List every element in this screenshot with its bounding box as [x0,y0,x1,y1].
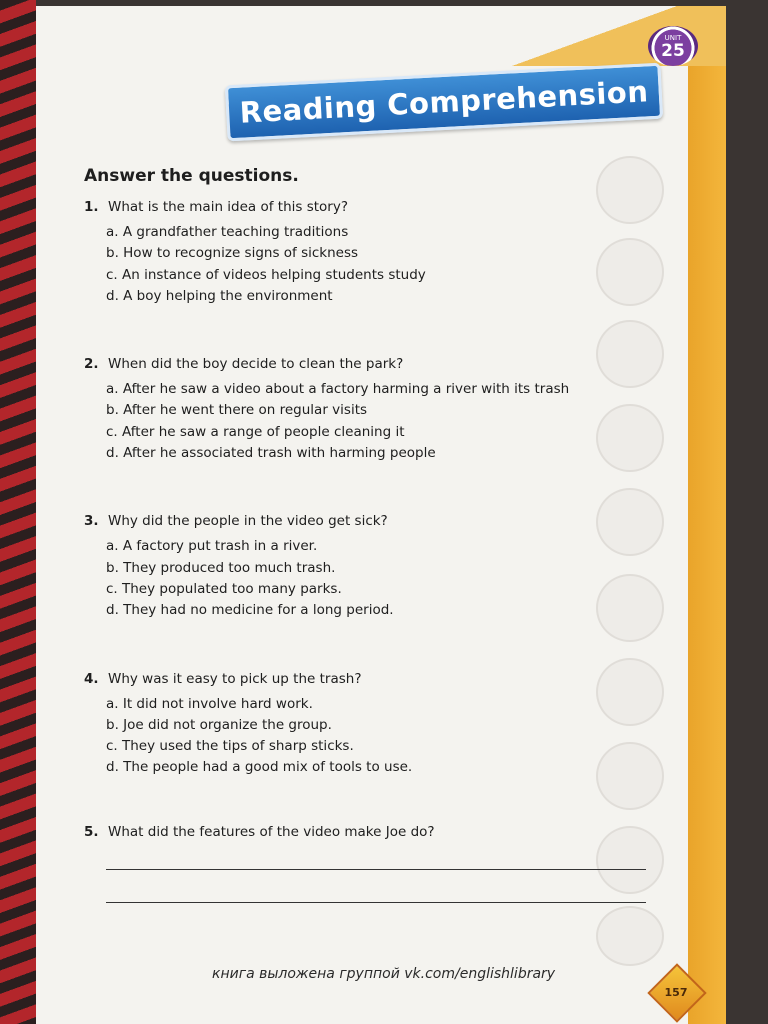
answer-option: c. An instance of videos helping students study [106,266,426,283]
questions-section [84,166,664,903]
question-number: 1. [84,199,99,215]
question-text: When did the boy decide to clean the park? [108,356,404,373]
unit-badge [648,26,698,66]
answer-option: b. They produced too much trash. [106,559,336,576]
unit-label: UNIT [664,33,682,42]
binding-strip [0,0,36,1024]
section-title: Reading Comprehension [238,74,650,130]
answer-option: b. How to recognize signs of sickness [106,245,359,262]
answer-line[interactable] [106,902,646,903]
answer-option: b. After he went there on regular visits [106,402,368,419]
page-number: 157 [664,986,688,999]
question-text: Why was it easy to pick up the trash? [108,670,362,687]
answer-option: b. Joe did not organize the group. [106,716,332,733]
question-5 [84,821,664,903]
question-number: 3. [84,513,99,530]
question-number: 5. [84,823,99,840]
unit-number: 25 [661,40,685,61]
question-text: What is the main idea of this story? [108,199,349,215]
answer-option: a. A factory put trash in a river. [106,538,318,555]
showthrough-circle [596,906,664,966]
question-text: What did the features of the video make Joe do? [108,823,435,840]
question-text: Why did the people in the video get sick? [108,513,388,530]
answer-option: d. After he associated trash with harming people [106,445,436,462]
question-stem [84,353,664,375]
instructions-heading: Answer the questions. [84,166,299,186]
answer-line[interactable] [106,869,646,870]
question-1 [84,196,664,307]
question-stem [84,196,664,218]
answer-option: a. After he saw a video about a factory harming a river with its trash [106,381,570,398]
answer-option: a. A grandfather teaching traditions [106,224,349,240]
answer-option: d. A boy helping the environment [106,287,333,304]
answer-option: c. They used the tips of sharp sticks. [106,738,354,755]
question-stem [84,668,664,690]
question-stem [84,821,664,843]
question-4 [84,668,664,779]
page-edge-accent [688,6,726,1024]
watermark-text: книга выложена группой vk.com/englishlibrary [212,966,556,982]
answer-option: c. After he saw a range of people cleaning it [106,423,405,440]
question-stem [84,510,664,532]
question-2 [84,353,664,464]
answer-option: d. They had no medicine for a long period. [106,602,394,619]
answer-option: a. It did not involve hard work. [106,695,313,712]
answer-option: c. They populated too many parks. [106,580,342,597]
question-number: 2. [84,356,99,373]
question-number: 4. [84,670,99,687]
question-3 [84,510,664,621]
answer-option: d. The people had a good mix of tools to use. [106,759,413,776]
